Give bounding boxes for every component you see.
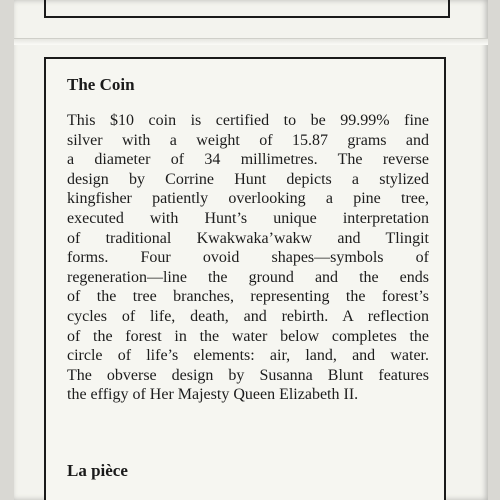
text-line: of traditional Kwakwaka’wakw and Tlingit [67,229,429,247]
text-line: kingfisher patiently overlooking a pine tree, [67,190,429,208]
text-line: silver with a weight of 15.87 grams and [67,131,429,149]
text-line: of the tree branches, representing the forest’s [67,288,429,306]
text-line: executed with Hunt’s unique interpretation [67,209,429,227]
text-line: circle of life’s elements: air, land, and water. [67,347,429,365]
section-title-fr: La pièce [67,461,128,480]
text-line: forms. Four ovoid shapes—symbols of [67,249,429,267]
text-line: design by Corrine Hunt depicts a stylized [67,170,429,188]
text-line: the effigy of Her Majesty Queen Elizabeth II. [67,386,359,404]
text-line: of the forest in the water below completes the [67,327,429,345]
text-line: cycles of life, death, and rebirth. A reflection [67,307,429,325]
text-line: a diameter of 34 millimetres. The reverse [67,151,429,169]
paper-fold [14,38,488,45]
text-line: The obverse design by Susanna Blunt features [67,366,429,384]
section-title-en: The Coin [67,75,135,94]
coin-description-text [67,111,429,405]
text-line: This $10 coin is certified to be 99.99% fine [67,112,429,129]
previous-section-box [44,0,450,18]
coin-description-box [44,57,446,500]
text-line: regeneration—line the ground and the ends [67,268,429,286]
